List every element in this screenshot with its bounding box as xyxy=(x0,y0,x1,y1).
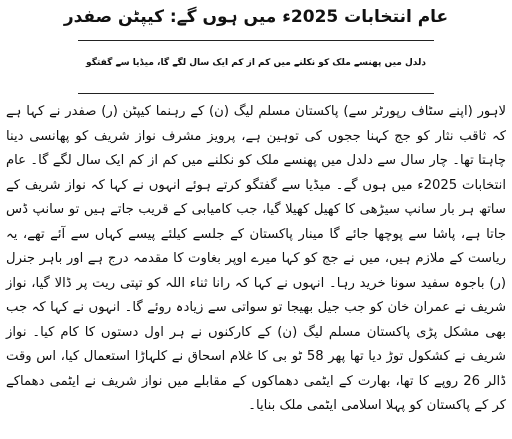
article-paragraph: لاہور (اپنے سٹاف رپورٹر سے) پاکستان مسلم لیگ (ن) کے رہنما کیپٹن (ر) صفدر نے کہا ہے کہ ثاقب نثار کو جج کہنا ججوں کی توہین ہے، پرویز مشرف نواز شریف کو پھانسی دینا چاہتا تھا۔ چار سال سے دلدل میں پھنسے ملک کو نکلنے میں کم از کم ایک سال لگے گا۔ عام انتخابات 2025ء میں ہوں گے۔ میڈیا سے گفتگو کرتے ہوئے انہوں نے کہا کہ نواز شریف کے ساتھ ہر بار سانپ سیڑھی کا کھیل کھیلا گیا، جب کامیابی کے قریب جاتے ہیں تو سانپ ڈس جاتا ہے، پاشا سے پوچھا جائے گا مینار پاکستان کے جلسے کیلئے پیسے کہاں سے آئے تھے، یہ ریاست کے ملازم ہیں، میں نے جج کو کہا میرے اوپر بغاوت کا مقدمہ درج ہے اور باہر جنرل (ر) باجوہ سفید سونا خرید رہا۔ انہوں نے کہا کہ رانا ثناء اللہ کو تپتی ریت پر ڈالا گیا، نواز شریف نے عمران خان کو جب جیل بھیجا تو سواتی سے زیادہ روئے گا۔ انہوں نے کہا کہ جب بھی مشکل پڑی پاکستان مسلم لیگ (ن) کے کارکنوں نے ہر اول دستوں کا کام کیا۔ نواز شریف نے کشکول توڑ دیا تھا پھر 58 ٹو بی کا غلام اسحاق نے کلہاڑا استعمال کیا، اس وقت ڈالر 26 روپے کا تھا، بھارت کے ایٹمی دھماکوں کے مقابلے میں نواز شریف نے ایٹمی دھماکے کر کے پاکستان کو پہلا اسلامی ایٹمی ملک بنایا۔ xyxy=(6,104,506,413)
subheadline: دلدل میں پھنسے ملک کو نکلنے میں کم از کم ایک سال لگے گا، میڈیا سے گفتگو xyxy=(86,58,426,68)
article-body xyxy=(6,100,506,419)
subheadline-box xyxy=(78,40,434,94)
headline: عام انتخابات 2025ء میں ہوں گے: کیپٹن صفدر xyxy=(63,7,449,27)
